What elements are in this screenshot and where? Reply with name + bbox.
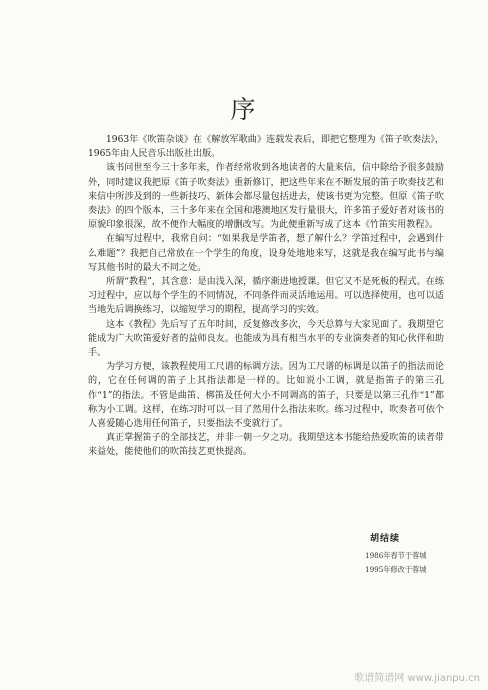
page-title: 序 — [230, 95, 258, 124]
paragraph: 所谓“教程”，其含意：是由浅入深，循序渐进地授课。但它又不是死板的程式。在练习过程中，应以每个学生的不同情况，不同条件而灵活地运用。可以选择使用，也可以适当地先后调换练习，以缩短学习的期程，提高学习的实效。 — [88, 277, 444, 316]
author-signature: 胡结续 — [370, 534, 401, 544]
paragraph: 1963年《吹笛杂谈》在《解放军歌曲》连载发表后，即把它整理为《笛子吹奏法》，1965年由人民音乐出版社出版。 — [88, 135, 444, 160]
site-watermark: 歌谱简谱网 www.jianpu.cn — [354, 673, 480, 684]
paragraph: 真正掌握笛子的全部技艺，并非一朝一夕之功。我期望这本书能给热爱吹笛的读者带来益处，能使他们的吹笛技艺更快提高。 — [88, 433, 444, 458]
paragraph: 为学习方便，该教程使用工尺谱的标调方法。因为工尺谱的标调是以笛子的指法而论的，它在任何调的笛子上其指法都是一样的。比如说小工调，就是指笛子的第三孔作“1”的指法。不管是曲笛、梆笛及任何大小不同调高的笛子，只要是以第三孔作“1”都称为小工调。这样，在练习时可以一目了然用什么指法来吹。练习过程中，吹奏者可依个人喜爱随心选用任何笛子，只要指法不变就行了。 — [88, 362, 444, 430]
date-line: 1995年修改于蓉城 — [365, 565, 427, 574]
date-line: 1986年春节于蓉城 — [365, 551, 427, 560]
preface-body — [88, 133, 444, 460]
paragraph: 该书问世至今三十多年来，作者经常收到各地读者的大量来信，信中除给予很多鼓励外，同时建议我把原《笛子吹奏法》重新修订，把这些年来在不断发展的笛子吹奏技艺和来信中所涉及到的一些新技巧、新体会都尽量包括进去，使该书更为完整。但原《笛子吹奏法》的四个版本，三十多年来在全国和港澳地区发行量很大，许多笛子爱好者对该书的原貌印象很深，故不便作大幅度的增删改写。为此便重新写成了这本《竹笛实用教程》。 — [88, 163, 444, 231]
paragraph: 这本《教程》先后写了五年时间，反复修改多次，今天总算与大家见面了。我期望它能成为广大吹笛爱好者的益师良友。也能成为具有相当水平的专业演奏者的知心伙伴和助手。 — [88, 319, 444, 359]
paragraph: 在编写过程中，我常自问：“如果我是学笛者，想了解什么？学笛过程中，会遇到什么难题”？我把自己常放在一个学生的角度，设身处地地来写，这就是我在编写此书与编写其他书时的最大不同之处。 — [88, 234, 444, 273]
